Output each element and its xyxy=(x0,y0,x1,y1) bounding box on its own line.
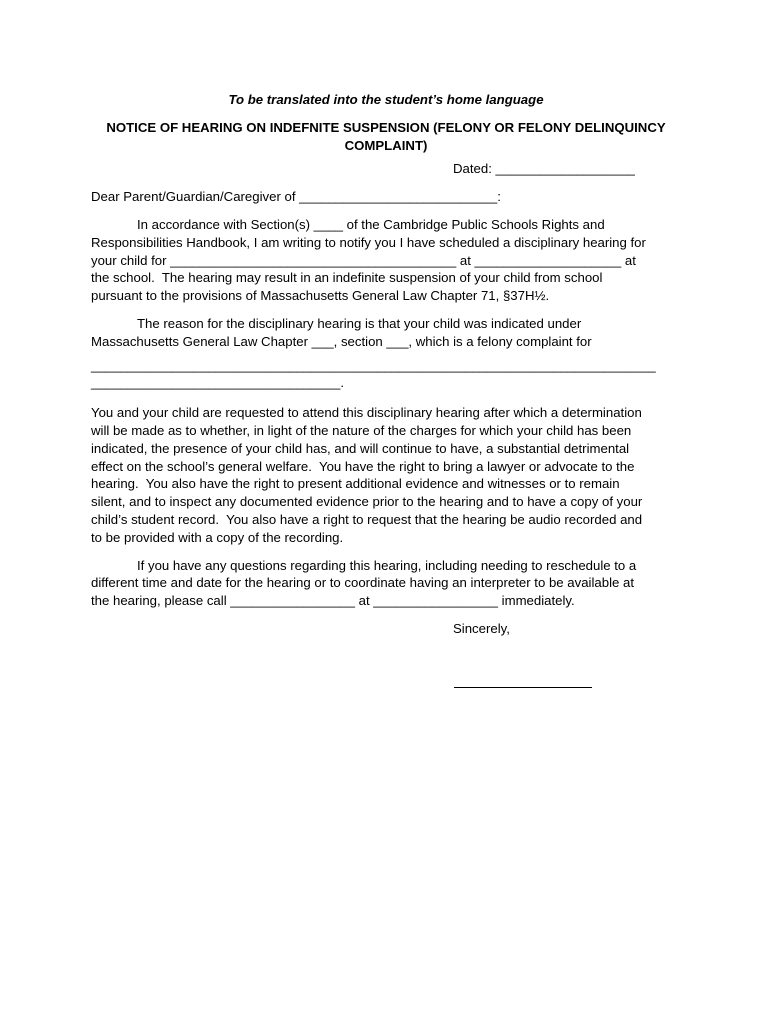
para2-line: The reason for the disciplinary hearing is that your child was indicated under xyxy=(137,315,582,331)
paragraph-questions xyxy=(91,557,681,610)
para4-line: If you have any questions regarding this hearing, including needing to reschedule to a xyxy=(137,557,637,573)
para1-line: pursuant to the provisions of Massachusetts General Law Chapter 71, §37H½. xyxy=(91,288,550,304)
para1-line: the school. The hearing may result in an indefinite suspension of your child from school xyxy=(91,270,603,286)
para3-line: indicated, the presence of your child has, and will continue to have, a substantial detrimental xyxy=(91,440,630,456)
para1-line: your child for _______________________________________ at ____________________ at xyxy=(91,252,636,268)
para3-line: will be made as to whether, in light of the nature of the charges for which your child has been xyxy=(91,422,632,438)
para3-line: silent, and to inspect any documented evidence prior to the hearing and to have a copy of your xyxy=(91,494,643,510)
title-line-1: NOTICE OF HEARING ON INDEFNITE SUSPENSION (FELONY OR FELONY DELINQUINCY xyxy=(106,119,666,135)
para3-line: hearing. You also have the right to present additional evidence and witnesses or to remain xyxy=(91,476,620,492)
para3-line: child’s student record. You also have a right to request that the hearing be audio recorded and xyxy=(91,511,643,527)
para3-line: You and your child are requested to attend this disciplinary hearing after which a determination xyxy=(91,405,642,421)
para2-line: Massachusetts General Law Chapter ___, section ___, which is a felony complaint for xyxy=(91,333,592,349)
para3-line: to be provided with a copy of the recording. xyxy=(91,529,344,545)
closing: Sincerely, xyxy=(453,620,510,636)
para4-line: different time and date for the hearing or to coordinate having an interpreter to be available at xyxy=(91,575,634,591)
para4-line: the hearing, please call _________________ at _________________ immediately. xyxy=(91,593,575,609)
para1-line: In accordance with Section(s) ____ of the Cambridge Public Schools Rights and xyxy=(137,216,605,232)
paragraph-reason xyxy=(91,315,681,392)
salutation: Dear Parent/Guardian/Caregiver of ___________________________: xyxy=(91,189,501,205)
signature-line xyxy=(454,687,592,688)
para3-line: effect on the school’s general welfare. You have the right to bring a lawyer or advocate to the xyxy=(91,458,635,474)
paragraph-rights xyxy=(91,404,681,546)
translate-note: To be translated into the student’s home language xyxy=(228,92,544,107)
para2-line: _____________________________________________________________________________ xyxy=(91,357,656,373)
dated-field: Dated: ___________________ xyxy=(453,161,635,177)
para2-line: __________________________________. xyxy=(91,375,345,391)
paragraph-section-notice xyxy=(91,216,681,305)
title-line-2: COMPLAINT) xyxy=(344,137,428,153)
para1-line: Responsibilities Handbook, I am writing to notify you I have scheduled a disciplinary hearing for xyxy=(91,234,646,250)
notice-document xyxy=(91,91,681,638)
